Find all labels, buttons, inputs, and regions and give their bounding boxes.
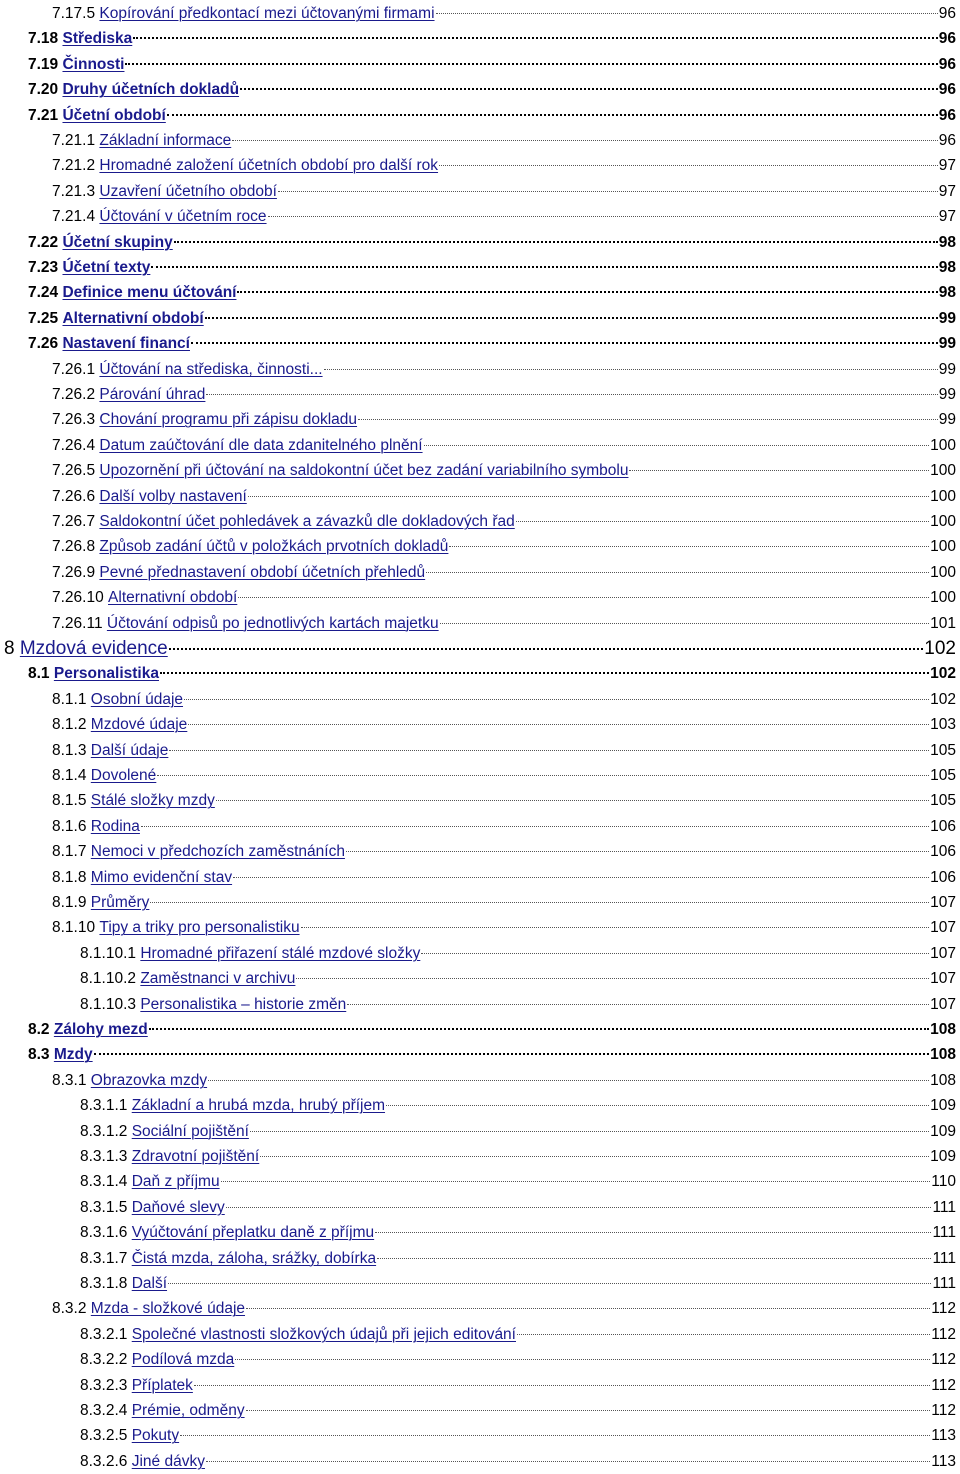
- toc-entry-number: 7.25: [28, 309, 59, 327]
- toc-entry-page-number: 107: [930, 944, 956, 962]
- toc-entry-page-number: 100: [930, 563, 956, 581]
- dot-leader: [194, 1385, 930, 1386]
- dot-leader: [174, 241, 938, 243]
- toc-entry-page-number: 96: [938, 30, 956, 48]
- toc-entry[interactable]: [0, 891, 956, 915]
- toc-entry[interactable]: [0, 1196, 956, 1220]
- toc-entry[interactable]: [0, 205, 956, 229]
- toc-entry-number: 8: [4, 638, 15, 659]
- toc-entry-link[interactable]: Nastavení financí: [62, 335, 190, 353]
- toc-entry[interactable]: [0, 815, 956, 839]
- dot-leader: [240, 88, 938, 90]
- dot-leader: [206, 394, 937, 395]
- dot-leader: [226, 1207, 932, 1208]
- toc-entry-number: 8.1.10: [52, 919, 96, 937]
- toc-entry[interactable]: [0, 967, 956, 991]
- toc-entry[interactable]: [0, 764, 956, 788]
- toc-entry-page-number: 102: [924, 638, 956, 659]
- toc-entry[interactable]: [0, 1247, 956, 1271]
- toc-entry-link[interactable]: Mzdové údaje: [90, 716, 188, 734]
- toc-entry-number: 7.26.10: [52, 589, 104, 607]
- toc-entry-number: 7.26.1: [52, 360, 96, 378]
- toc-entry-number: 8.3.2: [52, 1300, 87, 1318]
- dot-leader: [250, 1131, 929, 1132]
- toc-entry-page-number: 106: [930, 868, 956, 886]
- dot-leader: [238, 597, 929, 598]
- toc-entry-page-number: 99: [938, 360, 956, 378]
- toc-entry-page-number: 108: [930, 1046, 956, 1064]
- toc-entry-number: 8.3.2.5: [80, 1427, 128, 1445]
- toc-entry-page-number: 100: [930, 462, 956, 480]
- toc-entry-number: 8.1.9: [52, 894, 87, 911]
- toc-entry-link[interactable]: Nemoci v předchozích zaměstnáních: [90, 843, 345, 861]
- dot-leader: [248, 496, 929, 497]
- toc-entry-number: 7.19: [28, 55, 59, 73]
- toc-entry[interactable]: [0, 1297, 956, 1321]
- toc-entry[interactable]: [0, 27, 956, 51]
- toc-entry[interactable]: [0, 561, 956, 585]
- toc-entry-link[interactable]: Tipy a triky pro personalistiku: [99, 919, 300, 937]
- dot-leader: [216, 800, 929, 801]
- toc-entry-page-number: 112: [931, 1376, 956, 1394]
- toc-entry-page-number: 111: [932, 1249, 956, 1267]
- toc-entry[interactable]: [0, 485, 956, 509]
- toc-entry[interactable]: [0, 256, 956, 280]
- toc-entry-number: 7.26.7: [52, 513, 96, 530]
- toc-entry-link[interactable]: Pevné přednastavení období účetních přehledů: [99, 563, 426, 581]
- toc-entry-link[interactable]: Mzdová evidence: [19, 638, 168, 659]
- toc-entry-number: 7.22: [28, 233, 59, 251]
- toc-entry[interactable]: [0, 1221, 956, 1245]
- toc-entry[interactable]: [0, 154, 956, 178]
- dot-leader: [233, 877, 929, 878]
- toc-entry-link[interactable]: Dovolené: [90, 767, 157, 784]
- toc-entry-page-number: 108: [930, 1021, 956, 1038]
- toc-entry-page-number: 99: [938, 309, 956, 327]
- toc-entry-link[interactable]: Další údaje: [90, 741, 169, 759]
- toc-entry-page-number: 107: [930, 919, 956, 937]
- toc-entry-link[interactable]: Daňové slevy: [131, 1198, 225, 1216]
- toc-entry[interactable]: [0, 942, 956, 966]
- toc-entry[interactable]: [0, 231, 956, 255]
- toc-entry-page-number: 98: [938, 233, 956, 251]
- dot-leader: [141, 826, 929, 827]
- toc-entry-number: 7.26.3: [52, 411, 96, 429]
- toc-entry[interactable]: [0, 129, 956, 153]
- toc-entry[interactable]: [0, 1170, 956, 1194]
- dot-leader: [157, 775, 929, 776]
- toc-entry-number: 8.3.2.6: [80, 1452, 128, 1470]
- dot-leader: [180, 1435, 930, 1436]
- toc-entry-page-number: 96: [938, 106, 956, 124]
- toc-entry-number: 7.26.11: [52, 614, 103, 632]
- toc-entry[interactable]: [0, 1043, 956, 1067]
- toc-entry-page-number: 106: [930, 843, 956, 861]
- toc-entry[interactable]: [0, 459, 956, 483]
- toc-entry[interactable]: [0, 1424, 956, 1448]
- toc-entry-link[interactable]: Prémie, odměny: [131, 1402, 245, 1419]
- toc-entry[interactable]: [0, 612, 956, 636]
- toc-entry[interactable]: [0, 866, 956, 890]
- toc-entry-link[interactable]: Průměry: [90, 894, 150, 911]
- toc-entry-page-number: 105: [930, 792, 956, 810]
- toc-entry[interactable]: [0, 358, 956, 382]
- dot-leader: [439, 165, 938, 166]
- dot-leader: [208, 1080, 929, 1081]
- dot-leader: [436, 13, 938, 14]
- toc-entry-page-number: 99: [938, 335, 956, 353]
- toc-entry-link[interactable]: Daň z příjmu: [131, 1173, 220, 1191]
- toc-entry-link[interactable]: Zaměstnanci v archivu: [140, 970, 296, 988]
- dot-leader: [358, 419, 938, 420]
- toc-entry-link[interactable]: Pokuty: [131, 1427, 180, 1445]
- toc-entry-link[interactable]: Personalistika: [53, 665, 159, 683]
- toc-entry-link[interactable]: Základní informace: [99, 132, 232, 149]
- toc-entry-number: 8.3.2.1: [80, 1325, 128, 1343]
- dot-leader: [421, 953, 929, 954]
- toc-entry-number: 7.23: [28, 259, 59, 276]
- toc-entry-page-number: 112: [931, 1351, 956, 1369]
- toc-entry-link[interactable]: Jiné dávky: [131, 1452, 205, 1470]
- toc-entry-number: 8.3.2.3: [80, 1376, 128, 1394]
- dot-leader: [246, 1410, 931, 1411]
- dot-leader: [133, 37, 937, 39]
- dot-leader: [426, 572, 929, 573]
- toc-entry-number: 7.18: [28, 30, 59, 48]
- toc-entry-link[interactable]: Kopírování předkontací mezi účtovanými firmami: [99, 5, 435, 22]
- toc-entry-page-number: 110: [931, 1173, 956, 1191]
- toc-entry[interactable]: [0, 1323, 956, 1347]
- toc-entry-page-number: 98: [938, 259, 956, 276]
- toc-entry-page-number: 96: [938, 5, 956, 22]
- toc-entry-link[interactable]: Vyúčtování přeplatku daně z příjmu: [131, 1224, 375, 1242]
- toc-entry[interactable]: [0, 637, 956, 661]
- dot-leader: [516, 521, 929, 522]
- toc-entry-link[interactable]: Obrazovka mzdy: [90, 1071, 208, 1089]
- toc-entry-link[interactable]: Rodina: [90, 817, 140, 835]
- toc-entry-number: 8.1.10.2: [80, 970, 137, 988]
- dot-leader: [517, 1334, 930, 1335]
- toc-entry-number: 8.1.4: [52, 767, 87, 784]
- toc-entry-number: 8.1.6: [52, 817, 87, 835]
- dot-leader: [629, 470, 929, 471]
- toc-entry-number: 7.21: [28, 106, 59, 124]
- toc-entry-link[interactable]: Sociální pojištění: [131, 1122, 249, 1140]
- dot-leader: [206, 1461, 930, 1462]
- toc-entry-page-number: 99: [938, 386, 956, 403]
- dot-leader: [94, 1053, 930, 1055]
- toc-entry-link[interactable]: Datum zaúčtování dle data zdanitelného plnění: [99, 436, 423, 454]
- toc-entry-page-number: 97: [938, 182, 956, 200]
- toc-entry-link[interactable]: Uzavření účetního období: [99, 182, 277, 200]
- toc-entry-number: 7.21.1: [52, 132, 96, 149]
- toc-entry-number: 8.1.10.3: [80, 995, 137, 1013]
- toc-entry[interactable]: [0, 1348, 956, 1372]
- toc-entry-number: 8.3.2.4: [80, 1402, 128, 1419]
- dot-leader: [168, 1283, 931, 1284]
- toc-entry-number: 8.3.1.3: [80, 1148, 128, 1165]
- toc-entry-page-number: 97: [938, 208, 956, 226]
- toc-entry-number: 8.1.3: [52, 741, 87, 759]
- toc-entry-page-number: 103: [930, 716, 956, 734]
- toc-entry-number: 8.1.7: [52, 843, 87, 861]
- toc-entry[interactable]: [0, 789, 956, 813]
- toc-entry-number: 7.20: [28, 81, 59, 99]
- toc-entry-page-number: 100: [930, 589, 956, 607]
- toc-entry-number: 8.1.8: [52, 868, 87, 886]
- toc-entry-page-number: 102: [930, 665, 956, 683]
- toc-entry-number: 8.3: [28, 1046, 50, 1064]
- toc-entry-page-number: 105: [930, 767, 956, 784]
- toc-entry-link[interactable]: Střediska: [62, 30, 133, 48]
- toc-entry[interactable]: [0, 1450, 956, 1474]
- toc-entry[interactable]: [0, 1069, 956, 1093]
- toc-entry-number: 7.26.2: [52, 386, 96, 403]
- toc-entry-number: 7.21.3: [52, 182, 96, 200]
- toc-entry-number: 8.1.1: [52, 690, 87, 708]
- toc-entry-page-number: 96: [938, 55, 956, 73]
- toc-entry-number: 8.2: [28, 1021, 50, 1038]
- dot-leader: [151, 266, 937, 268]
- toc-entry[interactable]: [0, 307, 956, 331]
- toc-entry-link[interactable]: Základní a hrubá mzda, hrubý příjem: [131, 1097, 386, 1115]
- dot-leader: [346, 851, 929, 852]
- toc-entry-number: 7.26: [28, 335, 59, 353]
- dot-leader: [184, 699, 929, 700]
- dot-leader: [149, 1028, 929, 1030]
- toc-entry-number: 8.3.1.5: [80, 1198, 128, 1216]
- dot-leader: [169, 648, 924, 650]
- toc-entry[interactable]: [0, 1272, 956, 1296]
- dot-leader: [260, 1156, 929, 1157]
- toc-entry[interactable]: [0, 1120, 956, 1144]
- toc-entry-link[interactable]: Další volby nastavení: [99, 487, 247, 505]
- toc-entry-number: 8.3.2.2: [80, 1351, 128, 1369]
- dot-leader: [268, 216, 938, 217]
- toc-entry-link[interactable]: Mzda - složkové údaje: [90, 1300, 246, 1318]
- toc-entry-number: 8.3.1.2: [80, 1122, 128, 1140]
- toc-entry-link[interactable]: Podílová mzda: [131, 1351, 235, 1369]
- toc-entry[interactable]: [0, 78, 956, 102]
- toc-entry-number: 7.24: [28, 284, 59, 302]
- toc-entry-link[interactable]: Druhy účetních dokladů: [62, 81, 240, 99]
- toc-entry-page-number: 99: [938, 411, 956, 429]
- dot-leader: [169, 750, 929, 751]
- dot-leader: [167, 114, 938, 116]
- toc-entry[interactable]: [0, 281, 956, 305]
- toc-entry-link[interactable]: Párování úhrad: [99, 386, 206, 403]
- toc-entry[interactable]: [0, 688, 956, 712]
- toc-entry[interactable]: [0, 840, 956, 864]
- dot-leader: [221, 1181, 931, 1182]
- dot-leader: [424, 445, 930, 446]
- toc-entry-page-number: 98: [938, 284, 956, 302]
- toc-entry-link[interactable]: Zdravotní pojištění: [131, 1148, 260, 1165]
- toc-entry-number: 7.26.6: [52, 487, 96, 505]
- toc-entry-link[interactable]: Personalistika – historie změn: [140, 995, 347, 1013]
- toc-entry-link[interactable]: Mimo evidenční stav: [90, 868, 233, 886]
- dot-leader: [375, 1232, 931, 1233]
- toc-entry-page-number: 111: [932, 1275, 956, 1292]
- toc-entry-number: 8.1: [28, 665, 50, 683]
- toc-entry-link[interactable]: Účetní skupiny: [62, 233, 173, 251]
- toc-entry[interactable]: [0, 53, 956, 77]
- dot-leader: [449, 546, 929, 547]
- dot-leader: [440, 623, 930, 624]
- toc-entry-link[interactable]: Definice menu účtování: [62, 284, 237, 302]
- toc-entry[interactable]: [0, 1094, 956, 1118]
- toc-entry[interactable]: [0, 434, 956, 458]
- toc-entry-link[interactable]: Společné vlastnosti složkových údajů při jejich editování: [131, 1325, 516, 1343]
- dot-leader: [237, 291, 937, 293]
- toc-entry-page-number: 105: [930, 741, 956, 759]
- toc-entry-link[interactable]: Chování programu při zápisu dokladu: [99, 411, 358, 429]
- toc-entry[interactable]: [0, 739, 956, 763]
- toc-entry-link[interactable]: Zálohy mezd: [53, 1021, 148, 1038]
- toc-entry-number: 7.26.4: [52, 436, 96, 454]
- toc-entry-link[interactable]: Čistá mzda, záloha, srážky, dobírka: [131, 1249, 377, 1267]
- dot-leader: [377, 1258, 931, 1259]
- toc-entry-page-number: 100: [930, 436, 956, 454]
- toc-entry-number: 7.21.2: [52, 157, 96, 175]
- toc-entry-number: 7.26.5: [52, 462, 96, 480]
- toc-entry-number: 8.3.1: [52, 1071, 87, 1089]
- toc-entry-page-number: 109: [930, 1148, 956, 1165]
- dot-leader: [347, 1004, 929, 1005]
- toc-entry[interactable]: [0, 104, 956, 128]
- toc-entry-number: 8.1.2: [52, 716, 87, 734]
- dot-leader: [160, 672, 929, 674]
- toc-entry[interactable]: [0, 2, 956, 26]
- toc-entry-page-number: 106: [930, 817, 956, 835]
- toc-entry-page-number: 111: [932, 1224, 956, 1242]
- toc-entry-link[interactable]: Osobní údaje: [90, 690, 184, 708]
- toc-entry[interactable]: [0, 408, 956, 432]
- toc-entry[interactable]: [0, 383, 956, 407]
- toc-entry[interactable]: [0, 332, 956, 356]
- toc-entry-page-number: 112: [931, 1300, 956, 1318]
- dot-leader: [191, 342, 938, 344]
- toc-entry-number: 8.1.5: [52, 792, 87, 810]
- toc-entry-link[interactable]: Účtování na střediska, činnosti...: [99, 360, 323, 378]
- toc-entry-number: 7.26.9: [52, 563, 96, 581]
- toc-entry-link[interactable]: Stálé složky mzdy: [90, 792, 215, 810]
- toc-entry-number: 8.3.1.4: [80, 1173, 128, 1191]
- toc-entry[interactable]: [0, 713, 956, 737]
- toc-entry-page-number: 102: [930, 690, 956, 708]
- toc-entry-link[interactable]: Příplatek: [131, 1376, 193, 1394]
- toc-entry-page-number: 109: [930, 1097, 956, 1115]
- toc-entry-page-number: 109: [930, 1122, 956, 1140]
- dot-leader: [278, 191, 938, 192]
- toc-entry-link[interactable]: Způsob zadání účtů v položkách prvotních dokladů: [99, 538, 449, 556]
- toc-entry-page-number: 96: [938, 132, 956, 149]
- toc-entry-page-number: 100: [930, 487, 956, 505]
- toc-entry-link[interactable]: Alternativní období: [62, 309, 204, 327]
- dot-leader: [296, 978, 929, 979]
- dot-leader: [232, 140, 938, 141]
- toc-entry-number: 8.1.10.1: [80, 944, 137, 962]
- dot-leader: [188, 724, 929, 725]
- toc-entry-page-number: 108: [930, 1071, 956, 1089]
- toc-entry[interactable]: [0, 180, 956, 204]
- toc-entry[interactable]: [0, 1374, 956, 1398]
- toc-entry-link[interactable]: Mzdy: [53, 1046, 93, 1064]
- toc-entry-link[interactable]: Další: [131, 1275, 168, 1292]
- toc-entry-link[interactable]: Účetní období: [62, 106, 166, 124]
- toc-entry-page-number: 100: [930, 513, 956, 530]
- toc-entry[interactable]: [0, 586, 956, 610]
- toc-entry-number: 8.3.1.1: [80, 1097, 128, 1115]
- toc-entry-link[interactable]: Saldokontní účet pohledávek a závazků dle dokladových řad: [99, 513, 515, 530]
- toc-entry-number: 7.26.8: [52, 538, 96, 556]
- toc-entry-link[interactable]: Účtování v účetním roce: [99, 208, 267, 226]
- toc-entry-page-number: 97: [938, 157, 956, 175]
- dot-leader: [205, 317, 938, 319]
- toc-entry[interactable]: [0, 662, 956, 686]
- dot-leader: [324, 369, 938, 370]
- toc-entry-link[interactable]: Alternativní období: [108, 589, 238, 607]
- toc-entry-page-number: 107: [930, 995, 956, 1013]
- toc-entry-link[interactable]: Účtování odpisů po jednotlivých kartách majetku: [106, 614, 439, 632]
- dot-leader: [301, 927, 930, 928]
- toc-entry-link[interactable]: Účetní texty: [62, 259, 151, 276]
- toc-entry-number: 7.21.4: [52, 208, 96, 226]
- dot-leader: [246, 1308, 930, 1309]
- toc-entry-page-number: 107: [930, 894, 956, 911]
- toc-entry-link[interactable]: Hromadné založení účetních období pro další rok: [99, 157, 439, 175]
- toc-entry-number: 7.17.5: [52, 5, 96, 22]
- dot-leader: [386, 1105, 929, 1106]
- toc-entry-page-number: 107: [930, 970, 956, 988]
- toc-entry-page-number: 101: [930, 614, 956, 632]
- toc-entry-link[interactable]: Činnosti: [62, 55, 125, 73]
- toc-entry[interactable]: [0, 1145, 956, 1169]
- toc-entry-page-number: 112: [931, 1402, 956, 1419]
- toc-entry[interactable]: [0, 535, 956, 559]
- toc-entry-link[interactable]: Upozornění při účtování na saldokontní účet bez zadání variabilního symbolu: [99, 462, 629, 480]
- toc-entry-page-number: 111: [932, 1198, 956, 1216]
- toc-entry-page-number: 112: [931, 1325, 956, 1343]
- toc-entry[interactable]: [0, 993, 956, 1017]
- dot-leader: [125, 63, 937, 65]
- toc-entry-page-number: 100: [930, 538, 956, 556]
- dot-leader: [235, 1359, 930, 1360]
- toc-entry[interactable]: [0, 1399, 956, 1423]
- toc-entry[interactable]: [0, 510, 956, 534]
- toc-entry[interactable]: [0, 1018, 956, 1042]
- toc-entry-page-number: 113: [931, 1427, 956, 1445]
- toc-entry[interactable]: [0, 916, 956, 940]
- toc-entry-number: 8.3.1.7: [80, 1249, 128, 1267]
- toc-entry-page-number: 113: [931, 1452, 956, 1470]
- toc-entry-link[interactable]: Hromadné přiřazení stálé mzdové složky: [140, 944, 421, 962]
- dot-leader: [150, 902, 929, 903]
- toc-entry-number: 8.3.1.8: [80, 1275, 128, 1292]
- toc-entry-number: 8.3.1.6: [80, 1224, 128, 1242]
- toc-entry-page-number: 96: [938, 81, 956, 99]
